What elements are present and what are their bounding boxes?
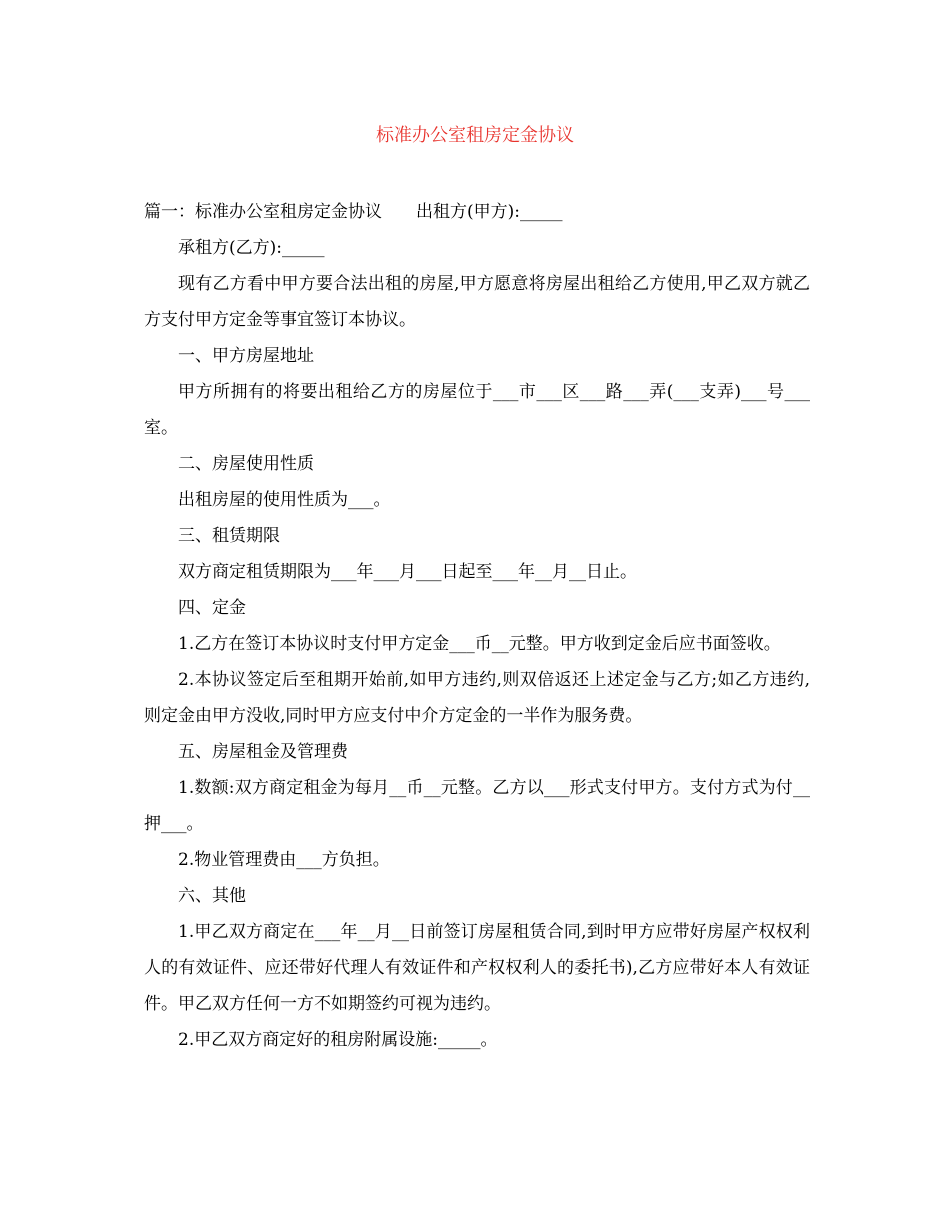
document-paragraph: 篇一：标准办公室租房定金协议 出租方(甲方):_____ [144,202,563,222]
document-paragraph: 2.本协议签定后至租期开始前,如甲方违约,则双倍返还上述定金与乙方;如乙方违约,则定金由甲方没收,同时甲方应支付中介方定金的一半作为服务费。 [144,670,810,726]
document-title: 标准办公室租房定金协议 [376,125,574,146]
document-paragraph: 甲方所拥有的将要出租给乙方的房屋位于___市___区___路___弄(___支弄)___号___室。 [144,382,810,438]
document-paragraph: 1.乙方在签订本协议时支付甲方定金___币__元整。甲方收到定金后应书面签收。 [178,634,781,654]
document-paragraph: 1.数额:双方商定租金为每月__币__元整。乙方以___形式支付甲方。支付方式为付__押___。 [144,778,810,834]
document-paragraph: 承租方(乙方):_____ [178,238,325,258]
document-paragraph: 五、房屋租金及管理费 [178,742,348,762]
document-paragraph: 现有乙方看中甲方要合法出租的房屋,甲方愿意将房屋出租给乙方使用,甲乙双方就乙方支付甲方定金等事宜签订本协议。 [144,274,810,330]
document-paragraph: 六、其他 [178,886,246,906]
document-paragraph: 出租房屋的使用性质为___。 [178,490,391,510]
document-paragraph: 双方商定租赁期限为___年___月___日起至___年__月__日止。 [178,562,637,582]
document-paragraph: 一、甲方房屋地址 [178,346,314,366]
document-paragraph: 2.甲乙双方商定好的租房附属设施:_____。 [178,1030,498,1050]
document-body [144,194,810,1058]
document-paragraph: 三、租赁期限 [178,526,280,546]
document-paragraph: 四、定金 [178,598,246,618]
document-paragraph: 2.物业管理费由___方负担。 [178,850,390,870]
document-paragraph: 二、房屋使用性质 [178,454,314,474]
document-paragraph: 1.甲乙双方商定在___年__月__日前签订房屋租赁合同,到时甲方应带好房屋产权权利人的有效证件、应还带好代理人有效证件和产权权利人的委托书),乙方应带好本人有效证件。甲乙双方任何一方不如期签约可视为违约。 [144,922,810,1014]
